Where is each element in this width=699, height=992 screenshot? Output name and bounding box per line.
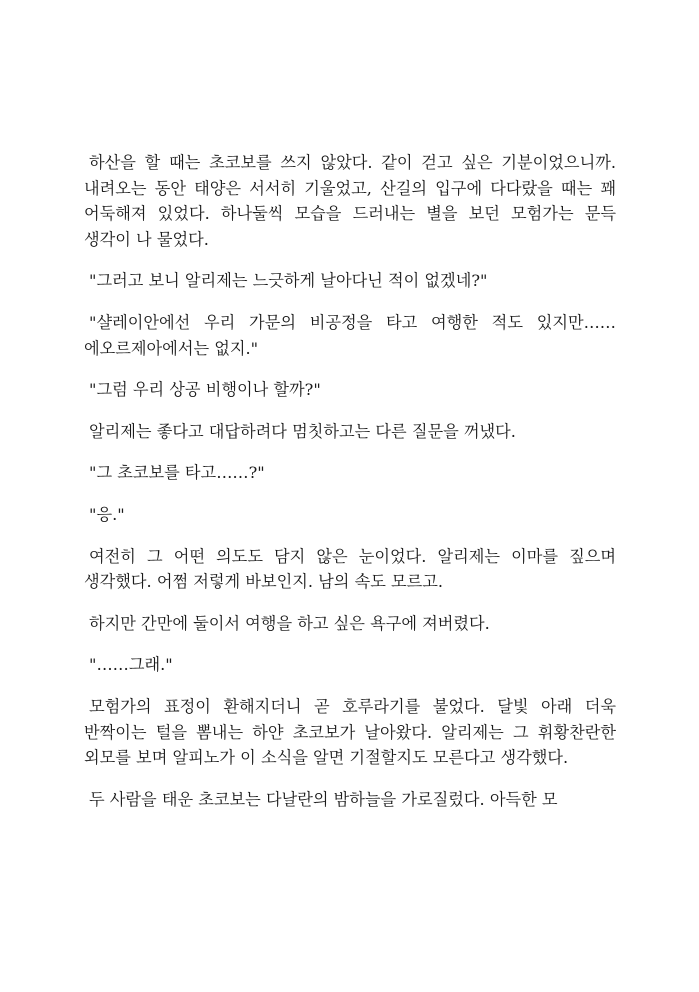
paragraph-dialogue-yes: "응." bbox=[89, 504, 125, 524]
paragraph-dialogue-flight: "그럼 우리 상공 비행이나 할까?" bbox=[89, 380, 321, 400]
paragraph-dialogue-okay: "……그래." bbox=[89, 655, 173, 675]
document-page bbox=[84, 150, 616, 812]
paragraph-eyes: 여전히 그 어떤 의도도 담지 않은 눈이었다. 알리제는 이마를 짚으며 생각했다. 어쩜 저렇게 바보인지. 남의 속도 모르고. bbox=[84, 546, 616, 592]
paragraph-night-sky: 두 사람을 태운 초코보는 다날란의 밤하늘을 가로질렀다. 아득한 모 bbox=[89, 789, 558, 809]
paragraph-dialogue-chocobo: "그 초코보를 타고……?" bbox=[89, 463, 265, 483]
paragraph-desire: 하지만 간만에 둘이서 여행을 하고 싶은 욕구에 져버렸다. bbox=[89, 613, 490, 633]
paragraph-dialogue-sharlayan: "샬레이안에선 우리 가문의 비공정을 타고 여행한 적도 있지만…… 에오르제아에서는 없지." bbox=[84, 312, 616, 358]
paragraph-dialogue-question: "그러고 보니 알리제는 느긋하게 날아다닌 적이 없겠네?" bbox=[89, 271, 488, 291]
paragraph-descent: 하산을 할 때는 초코보를 쓰지 않았다. 같이 걷고 싶은 기분이었으니까. 내려오는 동안 태양은 서서히 기울었고, 산길의 입구에 다다랐을 때는 꽤 어둑해져 있었다. 하나둘씩 모습을 드러내는 별을 보던 모험가는 문득 생각이 나 물었다. bbox=[84, 153, 616, 249]
paragraph-alisaie-hesitates: 알리제는 좋다고 대답하려다 멈칫하고는 다른 질문을 꺼냈다. bbox=[89, 421, 516, 441]
paragraph-whistle: 모험가의 표정이 환해지더니 곧 호루라기를 불었다. 달빛 아래 더욱 반짝이는 털을 뽐내는 하얀 초코보가 날아왔다. 알리제는 그 휘황찬란한 외모를 보며 알피노가 이 소식을 알면 기절할지도 모른다고 생각했다. bbox=[84, 696, 616, 768]
